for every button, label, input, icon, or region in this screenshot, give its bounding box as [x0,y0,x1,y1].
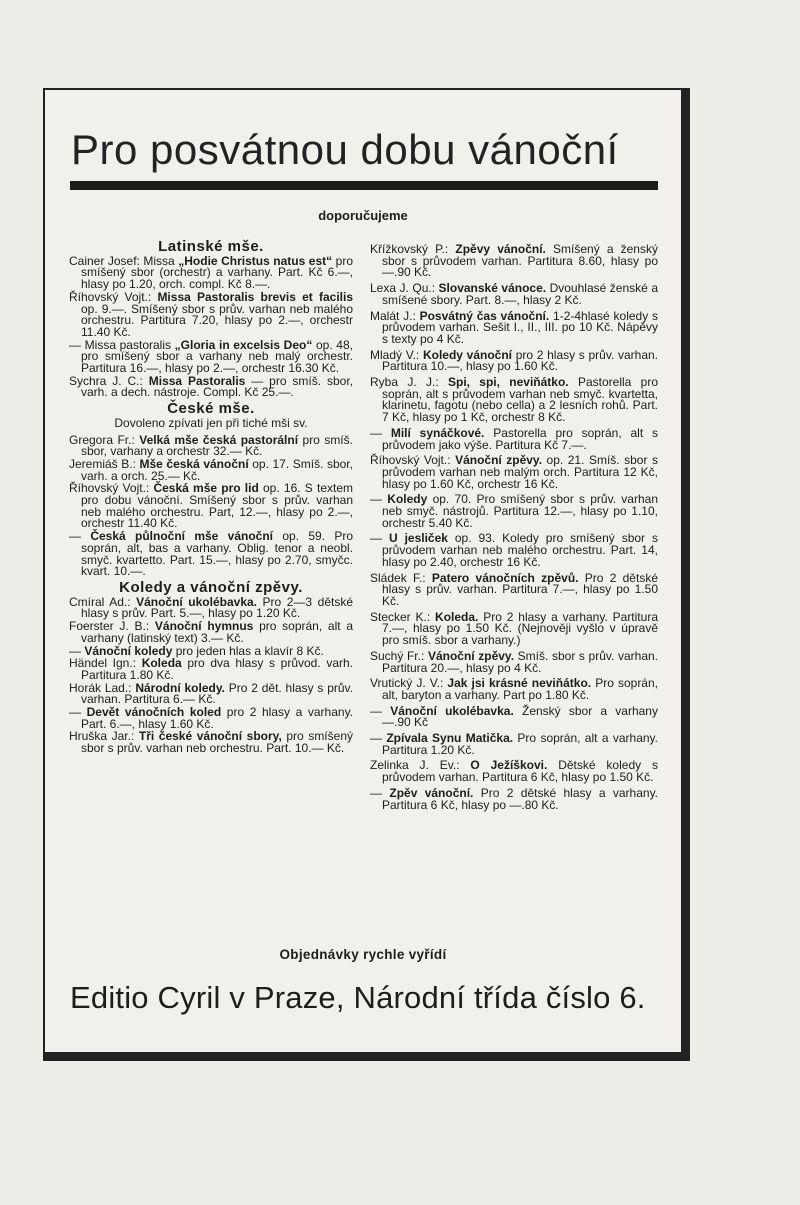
catalog-entry [370,283,658,306]
entry-details: — pro smíš. sbor, varh. a dech. nástroje. Compl. Kč 25.—. [81,373,353,400]
entry-details: 1-2-4hlasé koledy s průvodem varhan. Sešit I., II., III. po 10 Kč. Nápěvy s texty po 4 Kč. [382,308,658,346]
entry-details: op. 93. Koledy pro smíšený sbor s průvodem varhan neb malého orchestru. Part. 14, hlasy po 2.40, orchestr 16 Kč. [382,531,658,569]
entry-title: Zpívala Synu Matička. [386,731,514,746]
section-heading: České mše. [167,400,255,418]
catalog-entry [69,621,353,644]
catalog-entry [69,483,353,530]
entry-title: Česká půlnoční mše vánoční [90,529,273,544]
catalog-entry [69,731,353,754]
entry-title: Devět vánočních koled [86,705,222,720]
catalog-entry [69,707,353,730]
entry-author: Vrutický J. V.: [370,676,448,691]
catalog-entry [69,456,353,483]
entry-details: op. 21. Smíš. sbor s průvodem varhan neb malým orch. Partitura 12 Kč, hlasy po 1.60 Kč, orchestr 16 Kč. [382,453,658,491]
entry-details: pro 2 hlasy s prův. varhan. Partitura 10.—, hlasy po 1.60 Kč. [382,347,658,374]
entry-title: Vánoční zpěvy. [427,648,515,663]
publisher-line: Editio Cyril v Praze, Národní třída číslo 6. [70,980,646,1015]
catalog-entry [370,733,658,756]
entry-details: op. 70. Pro smíšený sbor s prův. varhan neb smyč. nástrojů. Partitura 12.—, hlasy po 1.10, orchestr 5.40 Kč. [382,492,658,530]
entry-author: — [370,731,387,746]
entry-author: Zelinka J. Ev.: [370,758,471,773]
subtitle: doporučujeme [318,208,408,223]
entry-details: pro 2 hlasy a varhany. Part. 6.—, hlasy 1.60 Kč. [81,705,354,731]
catalog-entry [370,308,658,346]
catalog-entry [69,337,353,376]
entry-author: Říhovský Vojt.: [69,481,154,496]
entry-details: op. 17. Smíš. sbor, varh. a orch. 25.— Kč. [81,456,353,483]
entry-details: Dvouhlasé ženské a smíšené sbory. Part. 8.—, hlasy 2 Kč. [382,281,658,307]
catalog-entry [370,494,658,529]
entry-author: — [69,705,87,720]
entry-author: Sychra J. C.: [69,373,149,388]
entry-details: Pro 2 dět. hlasy s prův. varhan. Partitura 6.— Kč. [81,680,353,707]
entry-title: Koleda. [435,609,479,624]
section-note: Dovoleno zpívati jen při tiché mši sv. [114,415,308,430]
catalog-entry [370,760,658,783]
entry-title: Koleda [141,656,182,671]
entry-author: — [370,425,391,440]
right-column [370,244,658,815]
entry-author: Jeremiáš B.: [69,456,140,471]
catalog-entry [370,703,658,730]
entry-title: Missa Pastoralis [148,373,246,388]
entry-author: Malát J.: [370,308,420,323]
entry-title: Koledy [387,492,428,507]
entry-author: — [370,492,388,507]
catalog-entry [370,570,658,608]
entry-author: Gregora Fr.: [69,432,140,447]
entry-author: Křížkovský P.: [370,242,456,256]
entry-details: pro smíš. sbor, varhany a orchestr 32.— Kč. [81,432,353,459]
catalog-entry [69,531,353,578]
entry-details: Pro 2 dětské hlasy s prův. varhan. Partitura 7.—, hlasy po 1.50 Kč. [382,570,658,608]
entry-title: U jesliček [388,531,448,546]
entry-details: pro dva hlasy s průvod. varh. Partitura 1.80 Kč. [81,656,354,682]
catalog-entry [69,432,353,459]
entry-title: Posvátný čas vánoční. [419,308,550,323]
advertisement-frame [43,88,690,1061]
entry-author: Cmíral Ad.: [69,594,137,609]
entry-details: Smíš. sbor s prův. varhan. Partitura 20.—, hlasy po 4 Kč. [382,648,658,675]
catalog-entry [69,680,353,707]
entry-author: Stecker K.: [370,609,436,624]
entry-author: Sládek F.: [370,570,432,585]
entry-details: Smíšený a ženský sbor s průvodem varhan. Partitura 8.60, hlasy po —.90 Kč. [382,242,658,280]
entry-title: O Ježíškovi. [470,758,548,773]
entry-title: Vánoční ukolébavka. [136,594,258,609]
entry-details: pro smíšený sbor (orchestr) a varhany. Part. Kč 6.—, hlasy po 1.20, orch. compl. Kč 8.—. [81,253,354,292]
entry-details: Pro soprán, alt, baryton a varhany. Part po 1.80 Kč. [382,676,658,702]
entry-author: Mladý V.: [370,347,423,362]
entry-title: Vánoční ukolébavka. [390,703,514,718]
entry-author: Říhovský Vojt.: [69,289,158,304]
entry-author: Hruška Jar.: [69,729,139,744]
entry-details: Pro 2 dětské hlasy a varhany. Partitura 6 Kč, hlasy po —.80 Kč. [382,785,659,812]
entry-details: pro soprán, alt a varhany (latinský text) 3.— Kč. [81,619,353,645]
catalog-entry [370,244,658,279]
entry-title: Milí synáčkové. [390,425,485,440]
entry-details: op. 16. S textem pro dobu vánoční. Smíšený sbor s prův. varhan neb malého orchestru. Part, 12.—, hlasy po 2.—, orchestr 11.40 Kč. [81,481,354,531]
entry-author: Suchý Fr.: [370,648,428,663]
entry-author: — [370,703,391,718]
entry-details: Pastorella pro soprán, alt s průvodem varhan neb smyč. kvartetta, klarinetu, fagotu (nebo cella) a 2 lesních rohů. Part. 7 Kč, hlasy po 1 Kč, orchestr 8 Kč. [382,375,658,425]
entry-details: Ženský sbor a varhany —.90 Kč [382,703,658,730]
entry-details: op. 59. Pro soprán, alt, bas a varhany. Oblig. tenor a neobl. smyč. kvartetto. Part. 15.—, hlasy po 2.70, smyčc. kvart. 10.—. [81,529,353,579]
catalog-entry [370,678,658,701]
entry-title: Jak jsi krásné neviňátko. [447,676,592,691]
entry-details: Pro 2 hlasy a varhany. Partitura 7.—, hlasy po 1.50 Kč. (Nejnověji vyšlo v úpravě pro smíš. sbor a varhany.) [382,609,658,648]
entry-title: Vánoční hymnus [154,619,254,634]
entry-author: Horák Lad.: [69,680,136,695]
catalog-entry [370,648,658,675]
entry-details: Pro soprán, alt a varhany. Partitura 1.20 Kč. [382,731,658,757]
entry-author: Ryba J. J.: [370,375,448,390]
entry-title: „Hodie Christus natus est“ [178,253,333,268]
entry-title: Velká mše česká pastorální [139,432,299,447]
catalog-entry [69,289,353,339]
entry-title: Patero vánočních zpěvů. [431,570,579,585]
entry-details: Pro 2—3 dětské hlasy s prův. Part. 5.—, hlasy po 1.20 Kč. [81,594,353,621]
section-heading: Latinské mše. [158,238,264,255]
entry-author: Cainer Josef: Missa [69,253,179,268]
entry-title: Tři české vánoční sbory, [138,729,282,744]
catalog-entry [69,373,353,400]
title-rule [70,181,658,190]
left-column [69,237,353,756]
entry-details: op. 48, pro smíšený sbor a varhany neb malý orchestr. Partitura 16.—, hlasy po 2.—, orchestr 16.30 Kč. [81,337,353,376]
entry-title: Česká mše pro lid [153,481,259,496]
entry-details: Dětské koledy s průvodem varhan. Partitura 6 Kč, hlasy po 1.50 Kč. [382,758,658,785]
catalog-entry [370,425,659,452]
catalog-entry [370,785,659,812]
catalog-entry [69,594,353,621]
entry-title: Vánoční koledy [84,643,173,658]
catalog-entry [370,609,658,648]
entry-title: Spi, spi, neviňátko. [447,375,569,390]
page-title: Pro posvátnou dobu vánoční [71,126,619,173]
catalog-entry [370,455,658,490]
entry-title: Mše česká vánoční [139,456,249,471]
entry-title: Zpěvy vánoční. [455,242,546,256]
entry-details: Pastorella pro soprán, alt s průvodem jako výše. Partitura Kč 7.—. [382,425,659,452]
entry-title: Zpěv vánoční. [389,785,474,800]
entry-author: — [370,785,390,800]
catalog-entry [370,347,658,374]
entry-details: op. 9.—. Smíšený sbor s prův. varhan neb malého orchestru. Partitura 7.20, hlasy po 2.—, orchestr 11.40 Kč. [81,301,353,339]
catalog-entry [69,253,354,292]
entry-title: Missa Pastoralis brevis et facilis [157,289,353,304]
orders-line: Objednávky rychle vyřídí [279,947,447,962]
entry-title: „Gloria in excelsis Deo“ [174,337,313,352]
catalog-entry [370,377,658,424]
catalog-entry [370,533,658,568]
catalog-entry [69,658,353,681]
entry-title: Vánoční zpěvy. [455,453,543,468]
entry-author: Říhovský Vojt.: [370,453,456,468]
entry-details: pro jeden hlas a klavír 8 Kč. [172,643,324,658]
entry-author: — Missa pastoralis [69,337,175,352]
entry-details: pro smíšený sbor s prův. varhan neb orchestru. Part. 10.— Kč. [81,729,353,756]
entry-title: Koledy vánoční [422,347,513,362]
entry-author: — [69,643,85,658]
entry-author: — [370,531,389,546]
entry-title: Slovanské vánoce. [438,281,547,296]
section-heading: Koledy a vánoční zpěvy. [119,578,303,596]
entry-title: Národní koledy. [135,680,225,695]
entry-author: — [69,529,91,544]
entry-author: Lexa J. Qu.: [370,281,439,296]
entry-author: Foerster J. B.: [69,619,155,634]
entry-author: Händel Ign.: [69,656,142,671]
